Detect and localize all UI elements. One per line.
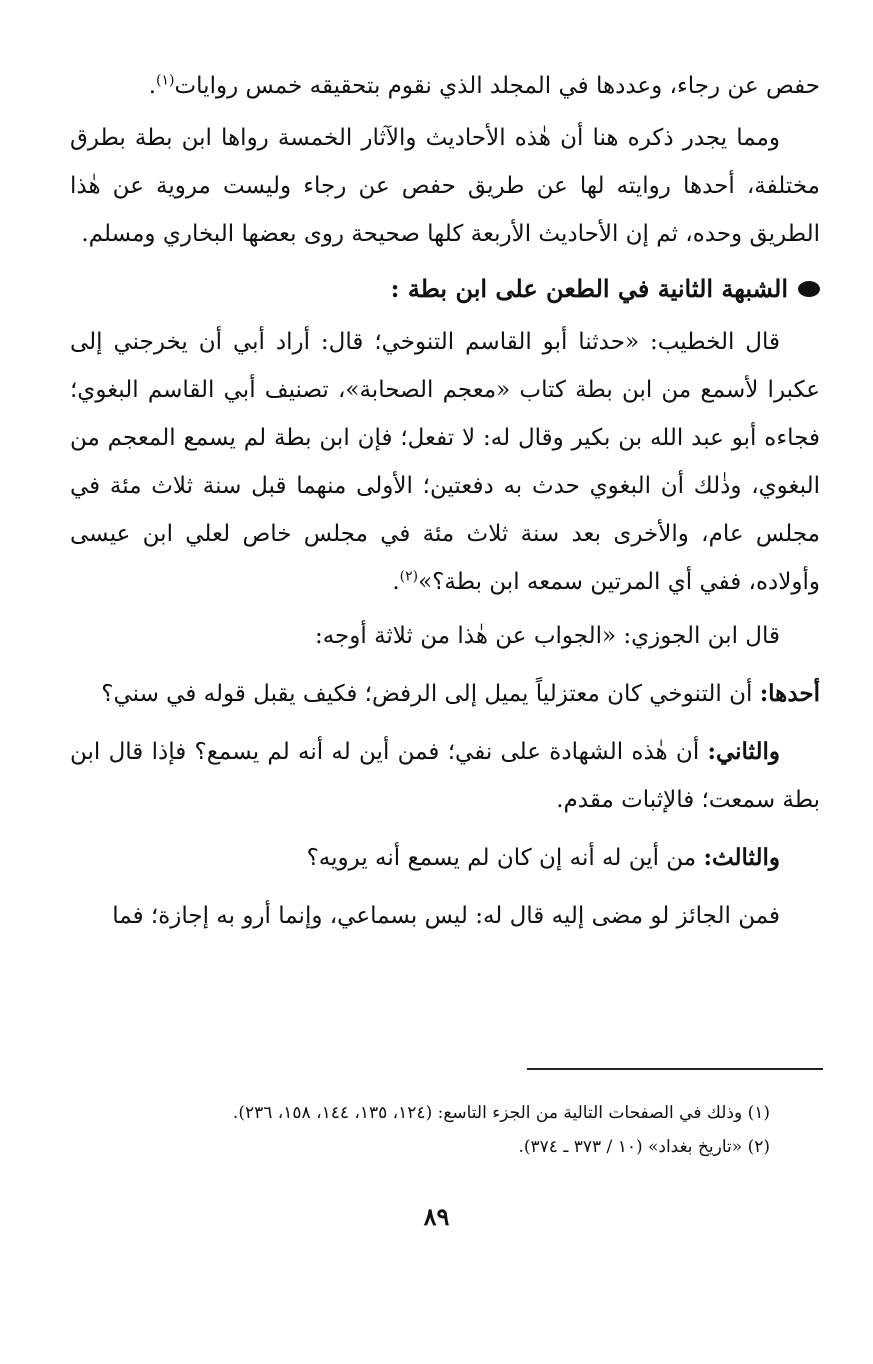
paragraph-7 — [70, 834, 820, 882]
paragraph-6-text: أن هٰذه الشهادة على نفي؛ فمن أين له أنه لم يسمع؟ فإذا قال ابن بطة سمعت؛ فالإثبات مقدم. — [70, 739, 820, 813]
page-number: ٨٩ — [423, 1202, 450, 1231]
paragraph-2: ومما يجدر ذكره هنا أن هٰذه الأحاديث والآثار الخمسة رواها ابن بطة بطرق مختلفة، أحدها روايته لها عن طريق حفص عن رجاء وليست مروية عن هٰذا الطريق وحده، ثم إن الأحاديث الأربعة كلها صحيحة روى بعضها البخاري ومسلم. — [70, 125, 820, 247]
paragraph-7-lead: والثالث: — [703, 844, 780, 871]
footnote-ref-1[interactable]: (١) — [156, 72, 175, 89]
paragraph-3-end: . — [392, 569, 400, 595]
paragraph-4: قال ابن الجوزي: «الجواب عن هٰذا من ثلاثة أوجه: — [314, 623, 780, 649]
paragraph-6 — [70, 728, 820, 824]
paragraph-8: فمن الجائز لو مضى إليه قال له: ليس بسماعي، وإنما أرو به إجازة؛ فما — [112, 903, 780, 929]
footnote-ref-2[interactable]: (٢) — [399, 568, 419, 585]
footnotes — [70, 1096, 770, 1164]
section-heading-text: الشبهة الثانية في الطعن على ابن بطة : — [390, 274, 788, 303]
paragraph-1-end: . — [148, 73, 157, 99]
paragraph-3-text: قال الخطيب: «حدثنا أبو القاسم التنوخي؛ قال: أراد أبي أن يخرجني إلى عكبرا لأسمع من ابن بطة كتاب «معجم الصحابة»، تصنيف أبي القاسم البغوي؛ فجاءه أبو عبد الله بن بكير وقال له: لا تفعل؛ فإن ابن بطة لم يسمع المعجم من البغوي، وذٰلك أن البغوي حدث به دفعتين؛ الأولى منهما قبل سنة ثلاث مئة في مجلس عام، والأخرى بعد سنة ثلاث مئة في مجلس خاص لعلي ابن عيسى وأولاده، ففي أي المرتين سمعه ابن بطة؟» — [70, 329, 820, 595]
paragraph-5 — [70, 670, 820, 718]
paragraph-5-lead: أحدها: — [759, 680, 820, 707]
paragraph-5-text: أن التنوخي كان معتزلياً يميل إلى الرفض؛ فكيف يقبل قوله في سني؟ — [101, 681, 760, 707]
paragraph-6-lead: والثاني: — [707, 738, 780, 765]
paragraph-7-text: من أين له أنه إن كان لم يسمع أنه يرويه؟ — [306, 845, 704, 871]
section-heading — [70, 264, 820, 314]
footnote-2: (٢) «تاريخ بغداد» (١٠ / ٣٧٣ ـ ٣٧٤). — [518, 1137, 770, 1157]
page-body — [70, 62, 820, 940]
paragraph-1-text: حفص عن رجاء، وعددها في المجلد الذي نقوم بتحقيقه خمس روايات — [174, 73, 820, 99]
paragraph-3 — [70, 318, 820, 606]
bullet-icon — [798, 281, 820, 297]
paragraph-1 — [70, 62, 820, 110]
footnote-divider — [527, 1068, 823, 1070]
footnote-1: (١) وذلك في الصفحات التالية من الجزء التاسع: (١٢٤، ١٣٥، ١٤٤، ١٥٨، ٢٣٦). — [232, 1103, 770, 1123]
